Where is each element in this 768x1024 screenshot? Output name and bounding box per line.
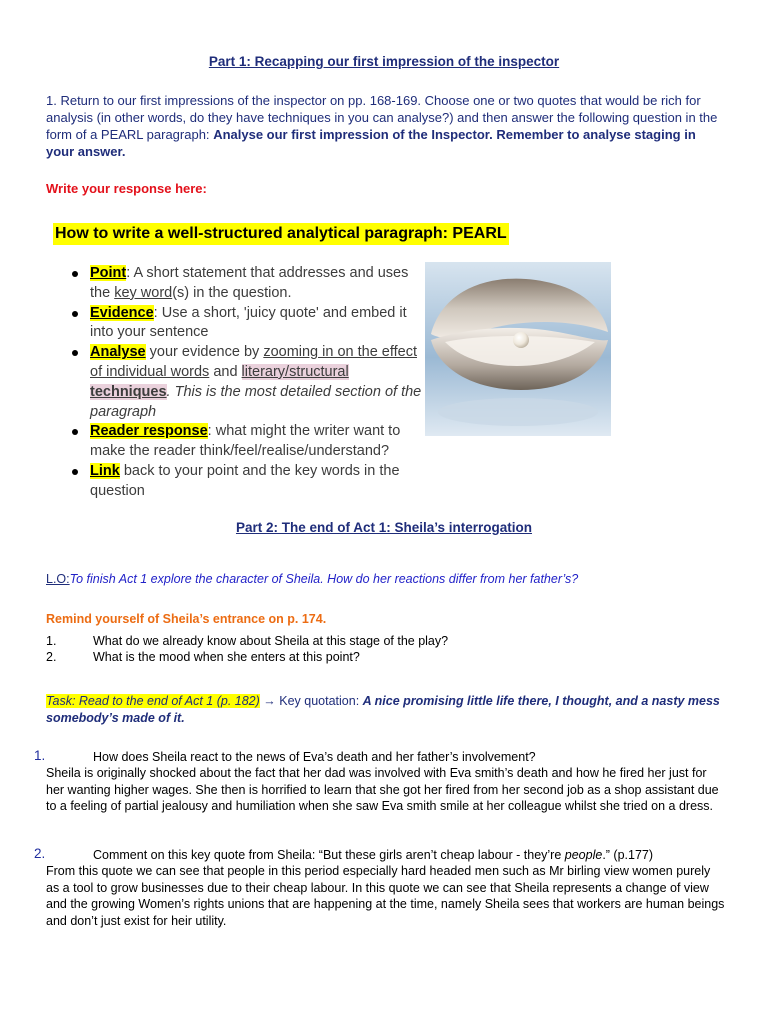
instruction-question: Analyse our first impression of the Inspector. Remember to analyse staging in your answer.: [46, 127, 696, 159]
analyse-underlined: zooming in on the effect of individual words: [90, 344, 418, 380]
list-item-link: [72, 462, 432, 502]
question-2: [34, 846, 734, 864]
part1-heading: Part 1: Recapping our first impression of the inspector: [208, 54, 560, 69]
answer-1: Sheila is originally shocked about the fact that her dad was involved with Eva smith’s death and how he fired her just for her wanting higher wages. She then is horrified to learn that she got her fired from her second job as a shop assistant due to a feeling of partial jealousy and humiliation when she saw Eva smith smile at her colleague whilst she tried on a dress.: [46, 766, 719, 813]
reader-key: Reader response: [90, 423, 208, 440]
link-text: back to your point and the key words in the question: [90, 462, 400, 499]
list-item: [46, 650, 696, 667]
analyse-and: and: [209, 363, 242, 380]
learning-objective: [46, 572, 578, 586]
question-1: [34, 748, 734, 766]
key-quotation: A nice promising little life there, I thought, and a nasty mess somebody’s made of it.: [46, 694, 720, 725]
question-2-italic-word: people: [564, 848, 603, 862]
point-text: : A short statement that addresses and uses the: [90, 265, 409, 301]
question-text: What do we already know about Sheila at this stage of the play?: [93, 634, 449, 648]
task-arrow: → Key quotation:: [259, 694, 363, 708]
bullet-icon: [72, 429, 78, 435]
list-item-point: [72, 264, 432, 304]
point-key: Point: [90, 265, 127, 281]
question-number: 1.: [46, 634, 57, 648]
lo-label: L.O:: [46, 572, 70, 586]
oyster-pearl-image: [425, 262, 611, 436]
analyse-key: Analyse: [90, 344, 146, 361]
task-line: [46, 693, 736, 727]
pearl-title: How to write a well-structured analytical paragraph: PEARL: [53, 223, 509, 245]
list-item-reader: [72, 422, 432, 462]
list-item: [46, 634, 696, 651]
response-prompt: Write your response here:: [46, 181, 207, 196]
question-text: What is the mood when she enters at this point?: [93, 650, 360, 664]
remind-instruction: Remind yourself of Sheila’s entrance on p. 174.: [46, 612, 327, 626]
evidence-key: Evidence: [90, 304, 154, 321]
evidence-text: : Use a short, 'juicy quote' and embed it into your sentence: [90, 304, 407, 341]
question-1-text: How does Sheila react to the news of Eva’s death and her father’s involvement?: [93, 750, 536, 764]
list-item-analyse: [72, 343, 432, 422]
question-2-text-start: Comment on this key quote from Sheila: “But these girls aren’t cheap labour - they’re: [93, 848, 565, 862]
analyse-text: your evidence by: [145, 344, 264, 361]
bullet-icon: [72, 350, 78, 356]
analyse-italic: . This is the most detailed section of the paragraph: [90, 383, 422, 420]
part2-heading: Part 2: The end of Act 1: Sheila’s interrogation: [235, 520, 533, 535]
pearl-list: [72, 264, 432, 502]
question-2-text: [93, 847, 653, 864]
question-2-number: 2.: [34, 846, 46, 861]
question-2-text-end: .” (p.177): [602, 848, 654, 862]
part1-instruction: [46, 92, 726, 160]
question-1-number: 1.: [34, 748, 46, 763]
list-item-evidence: [72, 304, 432, 344]
instruction-text: 1. Return to our first impressions of the inspector on pp. 168-169. Choose one or two quotes that would be rich for analysis (in other words, do they have techniques in you can analyse?) and then answer the following question in the form of a PEARL paragraph:: [46, 93, 718, 142]
link-key: Link: [90, 462, 120, 479]
point-text-end: (s) in the question.: [172, 284, 292, 301]
analyse-techniques-bold: techniques: [90, 383, 167, 400]
reader-text: : what might the writer want to make the reader think/feel/realise/understand?: [90, 423, 401, 460]
lo-text: To finish Act 1 explore the character of Sheila. How do her reactions differ from her father’s?: [69, 572, 579, 586]
analyse-techniques-highlight: literary/structural: [241, 363, 349, 380]
task-highlight: Task: Read to the end of Act 1 (p. 182): [46, 694, 260, 708]
bullet-icon: [72, 311, 78, 317]
bullet-icon: [72, 469, 78, 475]
point-keyword: key word: [114, 284, 173, 301]
question-number: 2.: [46, 650, 57, 664]
bullet-icon: [72, 271, 78, 277]
answer-2: From this quote we can see that people in this period especially hard headed men such as Mr birling view women purely as a tool to grow businesses due to their cheap labour. In this quote we can see that Sheila represents a change of view and the growing Women’s rights unions that are happening at the time, namely Sheila sees that workers are human beings and don’t just exist for heir utility.: [46, 864, 725, 928]
